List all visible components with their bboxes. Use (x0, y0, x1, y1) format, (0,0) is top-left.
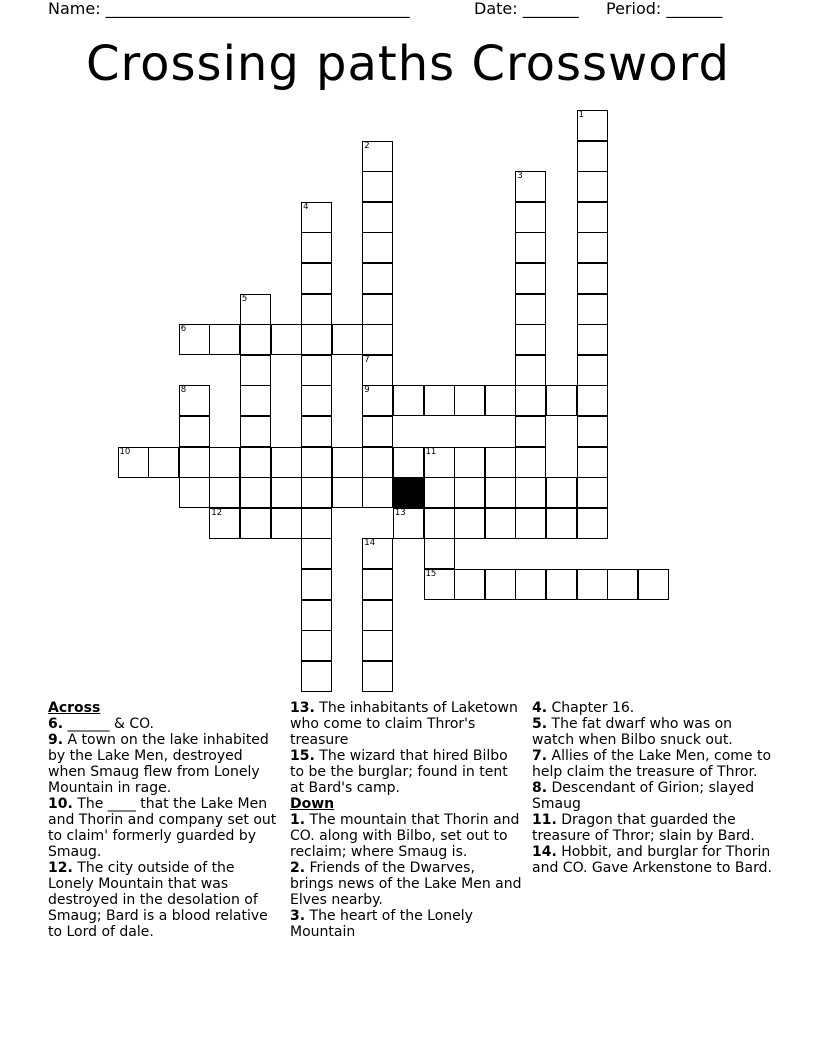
clue-item (290, 748, 522, 796)
crossword-cell[interactable] (271, 477, 302, 508)
clue-number: 12. (48, 860, 73, 876)
clue-text: Dragon that guarded the treasure of Thror; slain by Bard. (532, 812, 755, 844)
clue-text: The wizard that hired Bilbo to be the burglar; found in tent at Bard's camp. (290, 748, 508, 796)
clue-text: The heart of the Lonely Mountain (290, 908, 473, 940)
crossword-cell[interactable] (577, 477, 608, 508)
crossword-cell[interactable] (577, 294, 608, 325)
crossword-cell[interactable] (577, 263, 608, 294)
clue-text: Friends of the Dwarves, brings news of the Lake Men and Elves nearby. (290, 860, 522, 908)
crossword-cell[interactable] (301, 508, 332, 539)
crossword-cell[interactable] (424, 508, 455, 539)
crossword-cell[interactable] (362, 630, 393, 661)
crossword-cell[interactable] (362, 385, 393, 416)
crossword-cell[interactable] (301, 416, 332, 447)
name-field[interactable]: Name: ______________________________________ (48, 0, 410, 18)
crossword-cell[interactable] (515, 569, 546, 600)
crossword-cell[interactable] (485, 385, 516, 416)
clue-text: The inhabitants of Laketown who come to claim Thror's treasure (290, 700, 518, 748)
black-cell (393, 477, 424, 508)
clues-section (0, 700, 816, 1000)
crossword-cell[interactable] (301, 294, 332, 325)
down-heading: Down (290, 796, 335, 812)
clue-number: 10. (48, 796, 73, 812)
clue-item (48, 716, 280, 732)
cell-number: 13 (394, 507, 406, 518)
crossword-cell[interactable] (362, 416, 393, 447)
crossword-cell[interactable] (485, 477, 516, 508)
crossword-cell[interactable] (332, 447, 363, 478)
crossword-cell[interactable] (240, 508, 271, 539)
crossword-cell[interactable] (515, 202, 546, 233)
crossword-cell[interactable] (240, 355, 271, 386)
crossword-cell[interactable] (515, 263, 546, 294)
across-heading: Across (48, 700, 101, 716)
clue-item (290, 700, 522, 748)
crossword-cell[interactable] (362, 569, 393, 600)
crossword-cell[interactable] (577, 385, 608, 416)
crossword-cell[interactable] (362, 355, 393, 386)
page-title: Crossing paths Crossword (85, 36, 730, 92)
crossword-cell[interactable] (179, 324, 210, 355)
crossword-cell[interactable] (301, 661, 332, 692)
clue-number: 8. (532, 780, 548, 796)
crossword-cell[interactable] (362, 538, 393, 569)
crossword-cell[interactable] (424, 447, 455, 478)
crossword-cell[interactable] (301, 630, 332, 661)
crossword-cell[interactable] (607, 569, 638, 600)
crossword-cell[interactable] (240, 447, 271, 478)
crossword-cell[interactable] (577, 416, 608, 447)
crossword-cell[interactable] (179, 477, 210, 508)
clue-number: 3. (290, 908, 306, 924)
cell-number: 3 (517, 171, 523, 182)
crossword-cell[interactable] (515, 508, 546, 539)
crossword-cell[interactable] (240, 477, 271, 508)
crossword-cell[interactable] (393, 447, 424, 478)
crossword-cell[interactable] (424, 569, 455, 600)
crossword-cell[interactable] (638, 569, 669, 600)
cell-number: 5 (241, 293, 248, 304)
crossword-cell[interactable] (301, 263, 332, 294)
crossword-cell[interactable] (393, 508, 424, 539)
crossword-cell[interactable] (179, 416, 210, 447)
crossword-cell[interactable] (301, 600, 332, 631)
clue-text: ______ & CO. (67, 716, 155, 732)
crossword-cell[interactable] (148, 447, 179, 478)
crossword-cell[interactable] (577, 447, 608, 478)
crossword-cell[interactable] (301, 385, 332, 416)
crossword-cell[interactable] (209, 447, 240, 478)
crossword-cell[interactable] (546, 477, 577, 508)
crossword-cell[interactable] (393, 385, 424, 416)
crossword-cell[interactable] (577, 508, 608, 539)
period-field[interactable]: Period: _______ (606, 0, 723, 18)
crossword-cell[interactable] (179, 447, 210, 478)
crossword-cell[interactable] (424, 477, 455, 508)
crossword-cell[interactable] (301, 232, 332, 263)
crossword-cell[interactable] (454, 508, 485, 539)
clue-item (532, 812, 772, 844)
clue-text: The city outside of the Lonely Mountain that was destroyed in the desolation of Smaug; Bard is a blood relative to Lord of dale. (48, 860, 268, 940)
crossword-cell[interactable] (362, 600, 393, 631)
clue-text: The mountain that Thorin and CO. along with Bilbo, set out to reclaim; where Smaug is. (290, 812, 520, 860)
crossword-cell[interactable] (577, 202, 608, 233)
clue-item (532, 844, 772, 876)
crossword-cell[interactable] (301, 447, 332, 478)
clue-number: 4. (532, 700, 548, 716)
crossword-cell[interactable] (179, 385, 210, 416)
crossword-cell[interactable] (454, 569, 485, 600)
crossword-cell[interactable] (577, 569, 608, 600)
crossword-cell[interactable] (301, 202, 332, 233)
clue-number: 15. (290, 748, 315, 764)
crossword-cell[interactable] (424, 538, 455, 569)
crossword-cell[interactable] (362, 661, 393, 692)
crossword-cell[interactable] (362, 447, 393, 478)
crossword-cell[interactable] (515, 232, 546, 263)
clue-item (290, 860, 522, 908)
crossword-cell[interactable] (424, 385, 455, 416)
crossword-cell[interactable] (240, 324, 271, 355)
crossword-cell[interactable] (577, 110, 608, 141)
crossword-cell[interactable] (515, 416, 546, 447)
crossword-cell[interactable] (485, 508, 516, 539)
crossword-cell[interactable] (301, 538, 332, 569)
clue-item (290, 812, 522, 860)
crossword-cell[interactable] (362, 294, 393, 325)
date-field[interactable]: Date: _______ (474, 0, 579, 18)
clue-column-3 (532, 700, 772, 876)
crossword-cell[interactable] (546, 569, 577, 600)
clue-text: The ____ that the Lake Men and Thorin and company set out to claim' formerly guarded by Smaug. (48, 796, 277, 860)
crossword-cell[interactable] (362, 477, 393, 508)
crossword-cell[interactable] (485, 447, 516, 478)
crossword-cell[interactable] (209, 508, 240, 539)
clue-text: The fat dwarf who was on watch when Bilbo snuck out. (532, 716, 733, 748)
crossword-cell[interactable] (485, 569, 516, 600)
crossword-cell[interactable] (546, 385, 577, 416)
crossword-cell[interactable] (271, 447, 302, 478)
clue-item (532, 716, 772, 748)
crossword-cell[interactable] (301, 324, 332, 355)
crossword-cell[interactable] (362, 324, 393, 355)
cell-number: 8 (180, 385, 187, 396)
clue-number: 11. (532, 812, 557, 828)
clue-item (532, 748, 772, 780)
clue-item (48, 796, 280, 860)
clue-item (48, 732, 280, 796)
crossword-cell[interactable] (209, 477, 240, 508)
cell-number: 9 (364, 385, 370, 396)
crossword-cell[interactable] (515, 447, 546, 478)
crossword-cell[interactable] (577, 141, 608, 172)
clue-item (290, 908, 522, 940)
cell-number: 2 (364, 140, 370, 151)
crossword-cell[interactable] (515, 171, 546, 202)
cell-number: 10 (119, 446, 131, 457)
cell-number: 1 (578, 110, 584, 120)
clue-text: Chapter 16. (551, 700, 635, 716)
crossword-cell[interactable] (515, 385, 546, 416)
cell-number: 4 (303, 201, 309, 212)
crossword-cell[interactable] (362, 263, 393, 294)
clue-column-2 (290, 700, 522, 940)
cell-number: 11 (425, 446, 437, 457)
clue-number: 1. (290, 812, 306, 828)
crossword-cell[interactable] (515, 355, 546, 386)
clue-text: Allies of the Lake Men, come to help claim the treasure of Thror. (532, 748, 772, 780)
crossword-cell[interactable] (454, 447, 485, 478)
clue-number: 6. (48, 716, 64, 732)
clue-number: 5. (532, 716, 548, 732)
crossword-cell[interactable] (301, 355, 332, 386)
clue-number: 13. (290, 700, 315, 716)
crossword-cell[interactable] (332, 477, 363, 508)
crossword-cell[interactable] (515, 294, 546, 325)
crossword-cell[interactable] (209, 324, 240, 355)
cell-number: 7 (364, 354, 370, 365)
clue-number: 14. (532, 844, 557, 860)
clue-item (532, 780, 772, 812)
crossword-cell[interactable] (240, 294, 271, 325)
crossword-cell[interactable] (271, 324, 302, 355)
clue-number: 9. (48, 732, 64, 748)
crossword-cell[interactable] (271, 508, 302, 539)
cell-number: 14 (364, 538, 376, 549)
clue-text: A town on the lake inhabited by the Lake Men, destroyed when Smaug flew from Lonely Mountain in rage. (48, 732, 269, 796)
clue-number: 7. (532, 748, 548, 764)
crossword-cell[interactable] (546, 508, 577, 539)
crossword-cell[interactable] (577, 171, 608, 202)
crossword-cell[interactable] (515, 477, 546, 508)
crossword-cell[interactable] (362, 202, 393, 233)
clue-item (532, 700, 772, 716)
clue-text: Hobbit, and burglar for Thorin and CO. Gave Arkenstone to Bard. (532, 844, 772, 876)
crossword-cell[interactable] (577, 355, 608, 386)
cell-number: 6 (180, 324, 187, 335)
clue-number: 2. (290, 860, 306, 876)
crossword-cell[interactable] (454, 477, 485, 508)
clue-column-1 (48, 700, 280, 940)
crossword-cell[interactable] (515, 324, 546, 355)
crossword-cell[interactable] (362, 171, 393, 202)
crossword-cell[interactable] (301, 569, 332, 600)
clue-text: Descendant of Girion; slayed Smaug (532, 780, 755, 812)
crossword-cell[interactable] (577, 232, 608, 263)
crossword-cell[interactable] (240, 416, 271, 447)
crossword-cell[interactable] (577, 324, 608, 355)
crossword-cell[interactable] (240, 385, 271, 416)
crossword-cell[interactable] (362, 141, 393, 172)
cell-number: 12 (211, 507, 223, 518)
crossword-cell[interactable] (332, 324, 363, 355)
crossword-cell[interactable] (118, 447, 149, 478)
crossword-cell[interactable] (454, 385, 485, 416)
crossword-cell[interactable] (362, 232, 393, 263)
clue-item (48, 860, 280, 940)
cell-number: 15 (425, 569, 437, 579)
crossword-cell[interactable] (301, 477, 332, 508)
